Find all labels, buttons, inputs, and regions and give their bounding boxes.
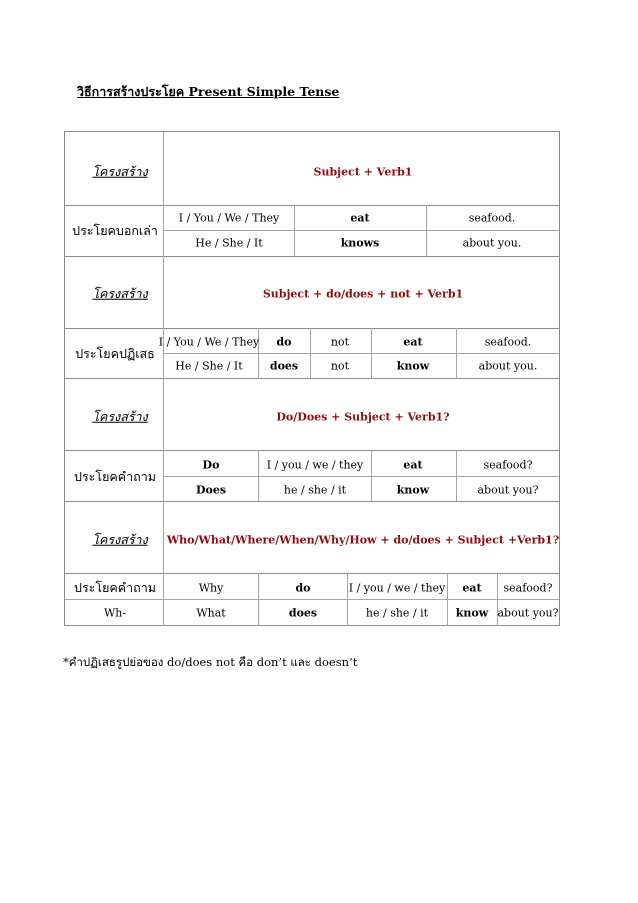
table-cell: he / she / it [283,483,347,497]
section-divider [65,573,559,574]
footnote: *คำปฏิเสธรูปย่อของ do/does not คือ don’t และ doesn’t [63,655,358,669]
table-cell: Why [198,581,224,595]
table-cell: eat [403,458,423,472]
table-cell: I / you / we / they [348,581,446,595]
table-cell: seafood? [503,581,553,595]
column-divider [447,573,448,626]
section-divider [65,256,559,257]
formula-question: Do/Does + Subject + Verb1? [276,410,450,424]
row-label-negative: ประโยคปฏิเสธ [75,345,155,361]
table-cell: know [396,359,430,373]
table-cell: not [330,335,350,349]
table-cell: I / You / We / They [178,211,280,225]
table-cell: I / You / We / They [158,335,260,349]
column-divider [258,450,259,501]
label-column-divider [163,132,164,626]
section-divider [65,328,559,329]
table-cell: Does [195,483,227,497]
column-divider [371,328,372,378]
section-divider [65,450,559,451]
table-cell: He / She / It [195,236,263,250]
column-divider [456,328,457,378]
table-cell: does [288,606,318,620]
formula-wh-question: Who/What/Where/When/Why/How + do/does + Subject +Verb1? [166,533,560,547]
table-cell: he / she / it [365,606,429,620]
section-divider [65,205,559,206]
column-divider [310,328,311,378]
structure-label: โครงสร้าง [92,285,148,301]
table-cell: He / She / It [175,359,243,373]
table-cell: Do [202,458,220,472]
table-cell: not [330,359,350,373]
structure-label: โครงสร้าง [92,163,148,179]
table-cell: seafood. [468,211,516,225]
column-divider [426,205,427,256]
table-cell: do [276,335,292,349]
column-divider [371,450,372,501]
table-cell: I / you / we / they [266,458,364,472]
structure-label: โครงสร้าง [92,531,148,547]
table-cell: about you? [497,606,559,620]
column-divider [294,205,295,256]
table-cell: What [196,606,226,620]
table-cell: about you? [477,483,539,497]
row-divider [65,599,559,600]
table-cell: do [295,581,311,595]
page-title: วิธีการสร้างประโยค Present Simple Tense [77,84,340,99]
table-cell: know [455,606,489,620]
row-divider [163,230,559,231]
formula-affirmative: Subject + Verb1 [313,165,413,179]
column-divider [258,573,259,626]
table-cell: seafood. [484,335,532,349]
table-cell: about you. [478,359,538,373]
table-cell: knows [340,236,380,250]
row-label-wh: Wh- [103,606,127,620]
table-cell: eat [403,335,423,349]
row-label-wh-question: ประโยคคำถาม [74,579,156,595]
table-cell: does [269,359,299,373]
section-divider [65,378,559,379]
row-label-affirmative: ประโยคบอกเล่า [72,222,158,238]
row-divider [163,476,559,477]
table-cell: about you. [462,236,522,250]
table-cell: eat [350,211,370,225]
section-divider [65,501,559,502]
table-cell: seafood? [483,458,533,472]
table-cell: know [396,483,430,497]
row-divider [163,353,559,354]
structure-label: โครงสร้าง [92,408,148,424]
formula-negative: Subject + do/does + not + Verb1 [262,287,464,301]
row-label-question: ประโยคคำถาม [74,468,156,484]
grammar-table [64,131,560,626]
table-cell: eat [462,581,482,595]
column-divider [456,450,457,501]
